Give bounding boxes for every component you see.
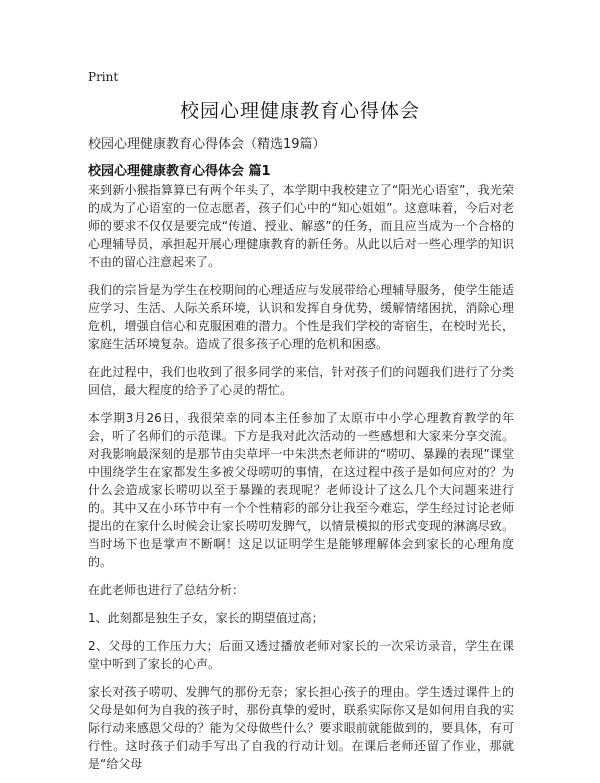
section-heading: 校园心理健康教育心得体会 篇1	[88, 164, 271, 179]
paragraph: 2、父母的工作压力大；后面又透过播放老师对家长的一次采访录音，学生在课堂中听到了家长的心声。	[88, 639, 514, 671]
paragraph: 本学期3月26日，我很荣幸的同本主任参加了太原市中小学心理教育教学的年会，听了名师们的示范课。下方是我对此次活动的一些感想和大家来分享交流。对我影响最深刻的是那节由尖草坪一中朱洪杰老师讲的“唠叨、暴躁的表现”课堂中围绕学生在家都发生多被父母唠叨的事情，在这过程中孩子是如何应对的？为什么会造成家长唠叨以至于暴躁的表现呢？老师设计了这么几个大问题来进行的。其中又在小环节中有一个个性精彩的部分让我至今难忘，学生经过讨论老师提出的在家什么时候会让家长唠叨发脾气，以情景模拟的形式变现的淋漓尽致。当时场下也是掌声不断啊！这足以证明学生是能够理解体会到家长的心理角度的。	[88, 411, 514, 569]
article-body	[88, 181, 514, 783]
print-label[interactable]: Print	[88, 70, 119, 84]
paragraph: 来到新小猴指算算已有两个年头了，本学期中我校建立了“阳光心语室”，我光荣的成为了心语室的一位志愿者，孩子们心中的“知心姐姐”。这意味着，今后对老师的要求不仅仅是要完成“传道、授业、解惑”的任务，而且应当成为一个合格的心理辅导员，承担起开展心理健康教育的新任务。从此以后对一些心理学的知识不由的留心注意起来了。	[88, 183, 514, 269]
document-subtitle: 校园心理健康教育心得体会（精选19篇）	[88, 137, 326, 152]
paragraph: 1、此刻都是独生子女，家长的期望值过高；	[88, 611, 324, 625]
paragraph: 我们的宗旨是为学生在校期间的心理适应与发展带给心理辅导服务，使学生能适应学习、生活、人际关系环境，认识和发挥自身优势，缓解情绪困扰，消除心理危机，增强自信心和克服困难的潜力。个性是我们学校的寄宿生，在校时光长，家庭生活环境复杂。造成了很多孩子心理的危机和困惑。	[88, 283, 514, 351]
paragraph: 在此老师也进行了总结分析：	[88, 583, 245, 597]
page-title: 校园心理健康教育心得体会	[179, 100, 420, 122]
paragraph: 在此过程中，我们也收到了很多同学的来信，针对孩子们的问题我们进行了分类回信，最大程度的给予了心灵的帮忙。	[88, 365, 514, 397]
paragraph: 家长对孩子唠叨、发脾气的那份无奈；家长担心孩子的理由。学生透过课件上的父母是如何为自我的孩子时，那份真挚的爱时，联系实际你又是如何用自我的实际行动来感恩父母的？能为父母做些什么？要求眼前就能做到的，要具体，有可行性。这时孩子们动手写出了自我的行动计划。在课后老师还留了作业，那就是“给父母	[88, 685, 514, 771]
